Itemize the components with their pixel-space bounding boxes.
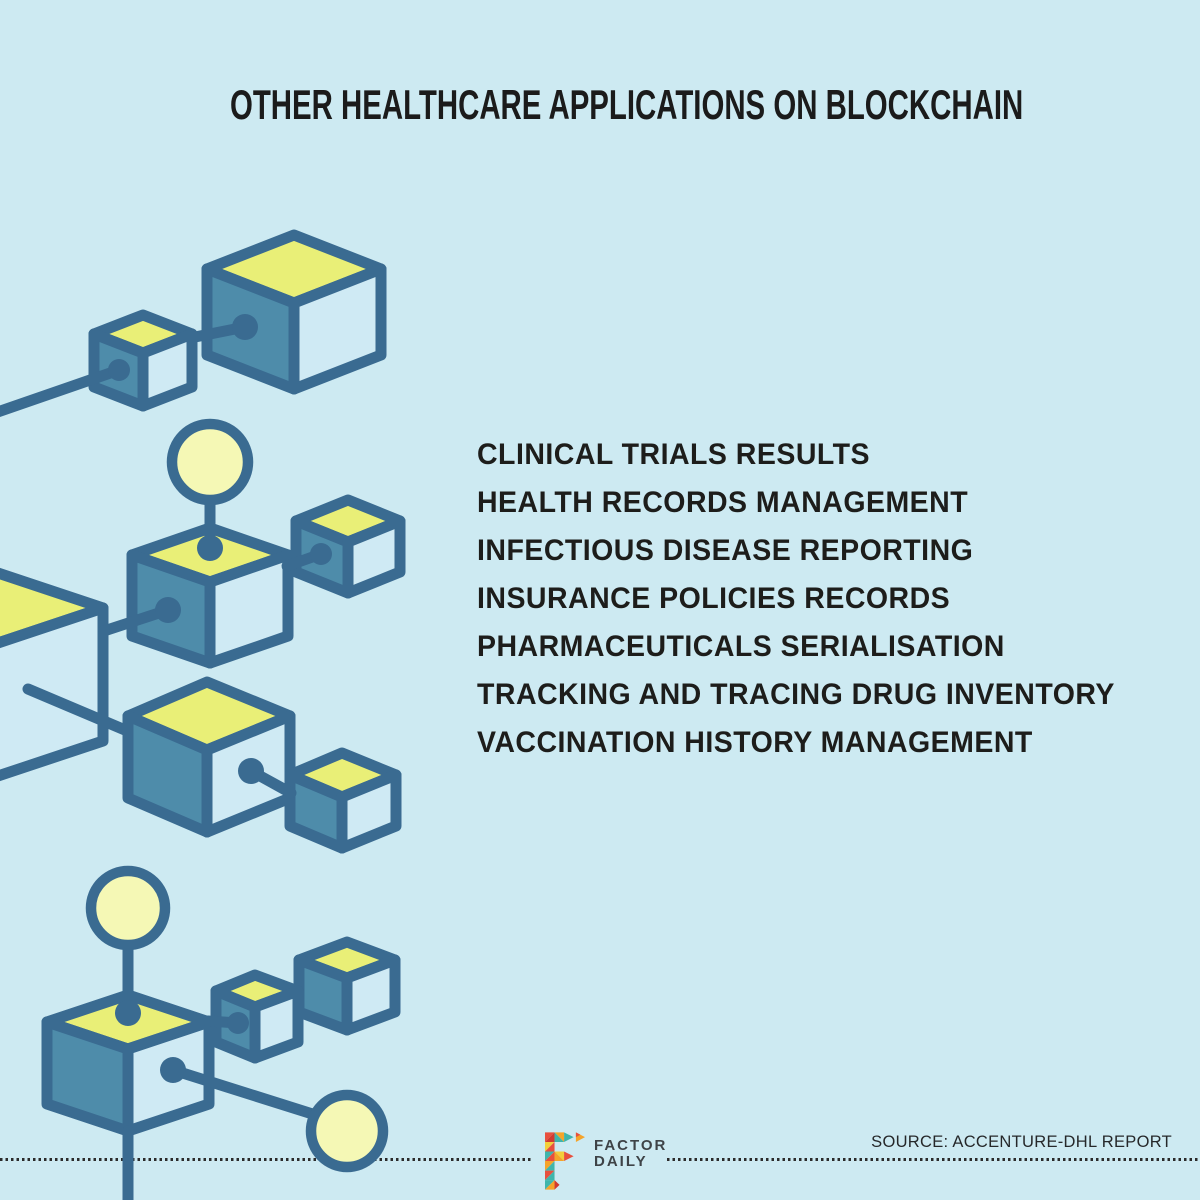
link-dot (108, 359, 130, 381)
cube-middle-main (132, 528, 288, 663)
link-dot (310, 543, 332, 565)
connector-line (173, 1070, 322, 1117)
list-item: HEALTH RECORDS MANAGEMENT (477, 486, 969, 519)
node-circle (91, 871, 165, 945)
list-item: TRACKING AND TRACING DRUG INVENTORY (477, 678, 1115, 711)
link-dot (232, 314, 258, 340)
link-dot (227, 1012, 249, 1034)
logo-line2: DAILY (594, 1153, 648, 1170)
list-item: VACCINATION HISTORY MANAGEMENT (477, 726, 1033, 759)
page-title: OTHER HEALTHCARE APPLICATIONS ON BLOCKCHAIN (230, 81, 1024, 128)
logo-line1: FACTOR (594, 1137, 668, 1154)
link-dot (160, 1057, 186, 1083)
title-wrap (54, 81, 1200, 128)
list-item: INSURANCE POLICIES RECORDS (477, 582, 951, 615)
link-dot (197, 535, 223, 561)
cube-large-left-edge (0, 553, 103, 796)
cube-bottom-small-front (216, 975, 298, 1058)
cube-middle-lower (128, 682, 290, 832)
cube-top-large (207, 235, 381, 389)
cube-middle-small-right (296, 500, 400, 593)
cube-bottom-large (47, 995, 209, 1131)
application-list (477, 431, 1148, 767)
link-dot (238, 758, 264, 784)
node-circle (311, 1095, 383, 1167)
cube-bottom-small-back (299, 942, 395, 1030)
connector-line (190, 327, 245, 338)
dashed-divider-left (0, 1158, 532, 1161)
node-circle (172, 424, 248, 500)
link-dot (155, 597, 181, 623)
connector-line (208, 1021, 238, 1023)
connector-line (287, 554, 321, 566)
connector-line (28, 689, 125, 730)
cube-top-small (94, 315, 192, 406)
factordaily-logo-text (594, 1138, 667, 1170)
cube-middle-lower-small (290, 753, 396, 848)
list-item: INFECTIOUS DISEASE REPORTING (477, 534, 974, 567)
dashed-divider-right (667, 1158, 1200, 1161)
factordaily-logo-icon (545, 1130, 585, 1193)
list-item: CLINICAL TRIALS RESULTS (477, 438, 871, 471)
connector-line (104, 610, 168, 631)
list-item: PHARMACEUTICALS SERIALISATION (477, 630, 1005, 663)
connector-line (0, 370, 119, 414)
connector-line (251, 771, 291, 793)
source-credit: SOURCE: ACCENTURE-DHL REPORT (871, 1133, 1172, 1151)
link-dot (115, 1000, 141, 1026)
